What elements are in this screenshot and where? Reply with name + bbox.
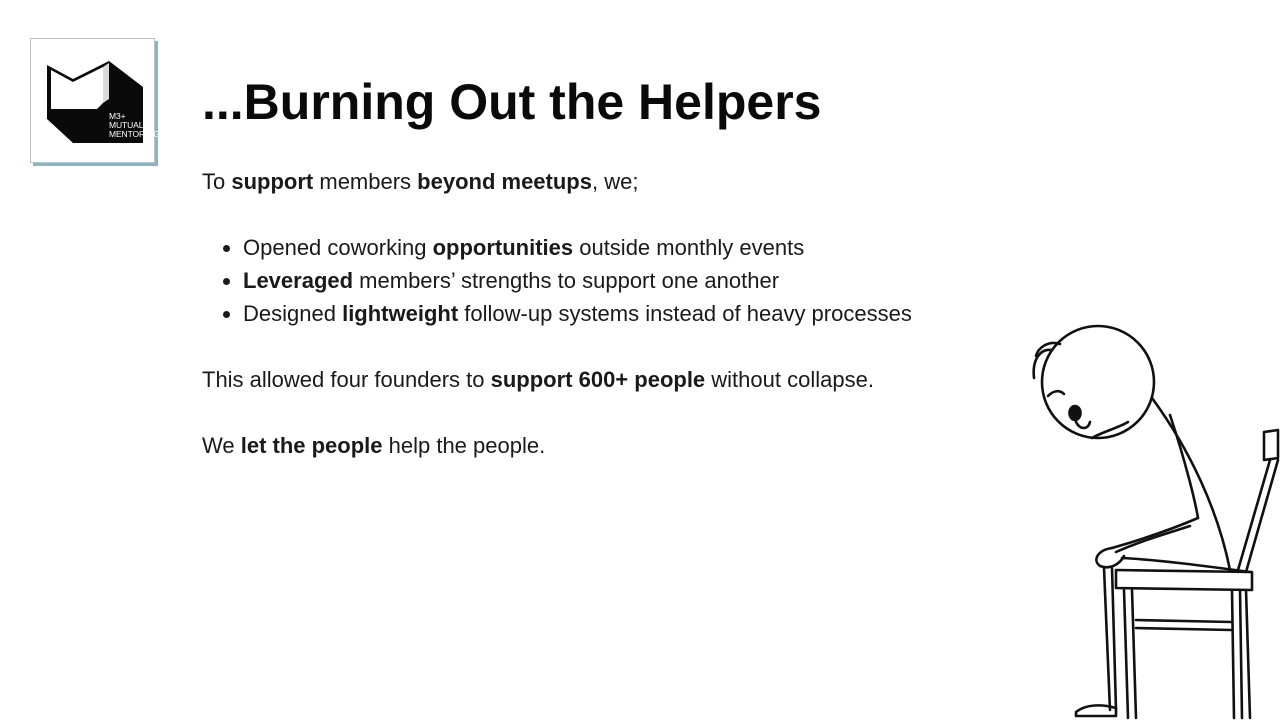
result-text-1: This allowed four founders to [202,367,491,392]
intro-paragraph [202,165,1002,198]
closing-bold: let the people [240,433,383,458]
bullet-bold: lightweight [342,301,459,326]
intro-bold-2: beyond meetups [417,169,592,194]
result-text-2: without collapse. [705,367,874,392]
closing-paragraph [202,429,1002,462]
bullet-bold: Leveraged [243,268,354,293]
tired-stick-figure-illustration [1020,320,1280,720]
bullet-text: follow-up systems instead of heavy processes [458,301,912,326]
logo-text-mentoring: MENTORING [109,129,160,139]
closing-text-2: help the people. [382,433,546,458]
closing-text-1: We [202,433,241,458]
bullet-list [202,231,1002,330]
intro-text-2: members [313,169,418,194]
bullet-text: Designed [243,301,343,326]
intro-bold-1: support [231,169,314,194]
result-bold: support 600+ people [490,367,706,392]
logo [30,38,160,163]
slide-title: ...Burning Out the Helpers [202,74,822,130]
bullet-text: members’ strengths to support one another [353,268,780,293]
result-paragraph [202,363,1002,396]
logo-mark-icon [31,39,156,164]
logo-text-mutual: MUTUAL [109,120,144,130]
bullet-item [243,231,1002,264]
bullet-bold: opportunities [432,235,574,260]
intro-text-3: , we; [591,169,639,194]
slide-body [202,165,1002,462]
spacer [202,396,1002,429]
bullet-text: Opened coworking [243,235,433,260]
intro-text-1: To [202,169,232,194]
bullet-text: outside monthly events [573,235,805,260]
bullet-item [243,264,1002,297]
logo-text-m3: M3+ [109,111,126,121]
bullet-item [243,297,1002,330]
